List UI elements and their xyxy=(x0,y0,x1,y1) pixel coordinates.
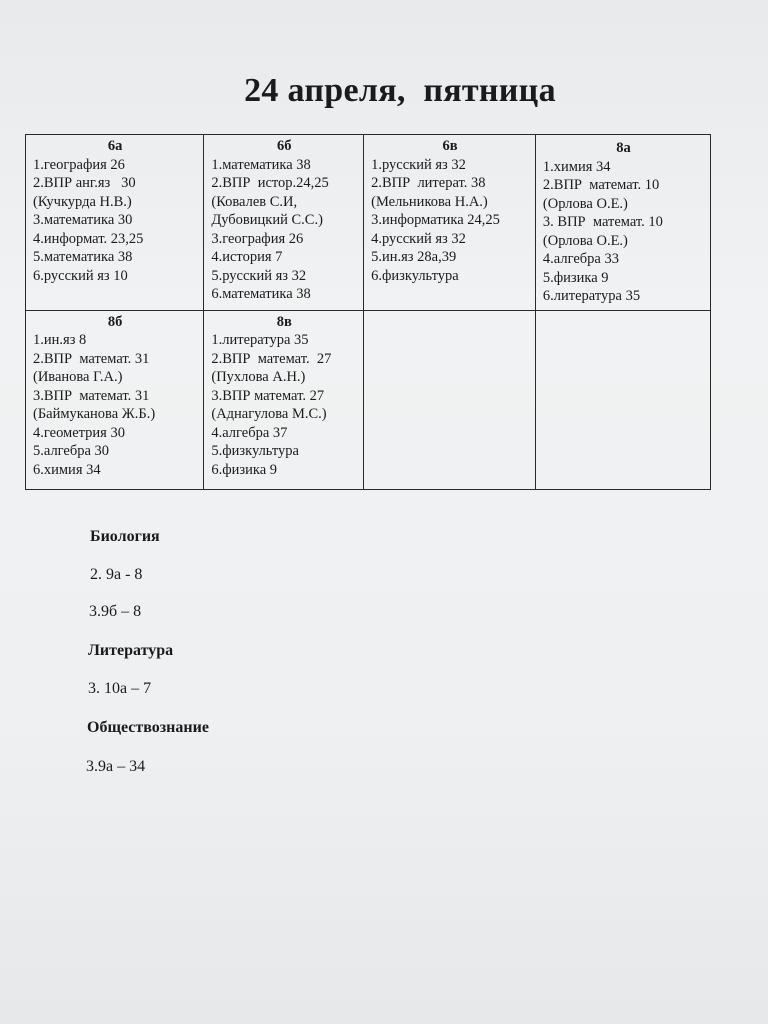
table-row xyxy=(26,135,711,311)
lesson-line: 1.русский яз 32 xyxy=(371,156,466,173)
class-name: 8б xyxy=(107,313,123,330)
class-cell-8v xyxy=(204,310,364,489)
list-item: 3. 10а – 7 xyxy=(88,680,152,697)
lesson-line: 4.алгебра 37 xyxy=(211,424,288,441)
list-item: 3.9б – 8 xyxy=(89,603,142,620)
class-cell-6a xyxy=(26,135,204,311)
lesson-line: 4.русский яз 32 xyxy=(371,230,466,247)
lesson-line: (Аднагулова М.С.) xyxy=(211,406,327,422)
list-item: 3.9а – 34 xyxy=(86,758,146,775)
lesson-line: 3.ВПР математ. 31 xyxy=(33,387,150,404)
class-name: 8в xyxy=(276,313,292,330)
class-name: 6в xyxy=(442,138,458,154)
lesson-line: 2.ВПР математ. 27 xyxy=(211,350,332,367)
lesson-line: 1.литература 35 xyxy=(211,332,309,348)
lesson-line: 6.физкультура xyxy=(371,267,459,284)
empty-cell xyxy=(364,310,536,489)
lesson-line: 5.физкультура xyxy=(211,443,299,459)
lesson-line: 6.математика 38 xyxy=(211,286,311,302)
lesson-line: 2.ВПР истор.24,25 xyxy=(211,175,329,191)
lesson-line: 5.алгебра 30 xyxy=(33,443,110,459)
lesson-line: 6.химия 34 xyxy=(33,461,101,478)
lesson-line: 5.физика 9 xyxy=(542,269,609,286)
lesson-line: 3.информатика 24,25 xyxy=(371,212,500,228)
lesson-line: 4.информат. 23,25 xyxy=(33,230,144,247)
lesson-line: 4.геометрия 30 xyxy=(33,424,125,441)
lesson-line: (Баймуканова Ж.Б.) xyxy=(33,406,156,422)
table-row xyxy=(26,310,711,489)
lesson-line: (Ковалев С.И, xyxy=(211,193,298,210)
lesson-line: 5.ин.яз 28а,39 xyxy=(371,249,457,265)
list-item: 2. 9а - 8 xyxy=(90,566,143,583)
lesson-line: 3.география 26 xyxy=(211,230,304,247)
lesson-line: 2.ВПР математ. 10 xyxy=(542,177,660,193)
lesson-line: (Кучкурда Н.В.) xyxy=(33,193,132,210)
class-name: 8а xyxy=(616,140,631,156)
lesson-line: 2.ВПР литерат. 38 xyxy=(371,175,486,191)
lesson-line: (Орлова О.Е.) xyxy=(542,232,628,249)
class-cell-6b xyxy=(204,135,364,311)
lesson-line: 3.математика 30 xyxy=(33,212,133,228)
class-name: 6б xyxy=(276,138,292,154)
lesson-line: 1.ин.яз 8 xyxy=(33,332,87,348)
lesson-line: 3.ВПР математ. 27 xyxy=(211,387,325,404)
lesson-line: 4.история 7 xyxy=(211,249,283,265)
lesson-line: 6.литература 35 xyxy=(542,288,641,304)
lesson-line: 1.химия 34 xyxy=(542,158,611,175)
lesson-line: 6.физика 9 xyxy=(211,461,278,478)
class-cell-8a xyxy=(535,135,710,311)
class-name: 6а xyxy=(107,138,123,154)
lesson-line: 2.ВПР анг.яз 30 xyxy=(33,175,136,191)
lesson-line: (Иванова Г.А.) xyxy=(33,369,123,385)
page-title: 24 апреля, пятница xyxy=(244,72,556,109)
lesson-line: 4.алгебра 33 xyxy=(542,251,619,267)
lesson-line: 3. ВПР математ. 10 xyxy=(542,214,663,230)
lesson-line: 1.география 26 xyxy=(33,156,125,173)
lesson-line: 6.русский яз 10 xyxy=(33,267,128,284)
lesson-line: 5.математика 38 xyxy=(33,249,133,265)
class-cell-6v xyxy=(364,135,536,311)
lesson-line: Дубовицкий С.С.) xyxy=(211,212,323,228)
lesson-line: (Мельникова Н.А.) xyxy=(371,193,488,210)
lesson-line: (Пухлова А.Н.) xyxy=(211,369,306,385)
lesson-line: (Орлова О.Е.) xyxy=(542,195,628,212)
section-heading-biology: Биология xyxy=(90,528,160,545)
section-heading-social-studies: Обществознание xyxy=(87,719,209,736)
lesson-line: 1.математика 38 xyxy=(211,156,311,173)
schedule-table xyxy=(25,134,711,490)
section-heading-literature: Литература xyxy=(88,642,174,659)
empty-cell xyxy=(535,310,710,489)
class-cell-8b xyxy=(26,310,204,489)
lesson-line: 2.ВПР математ. 31 xyxy=(33,350,150,367)
lesson-line: 5.русский яз 32 xyxy=(211,267,307,284)
